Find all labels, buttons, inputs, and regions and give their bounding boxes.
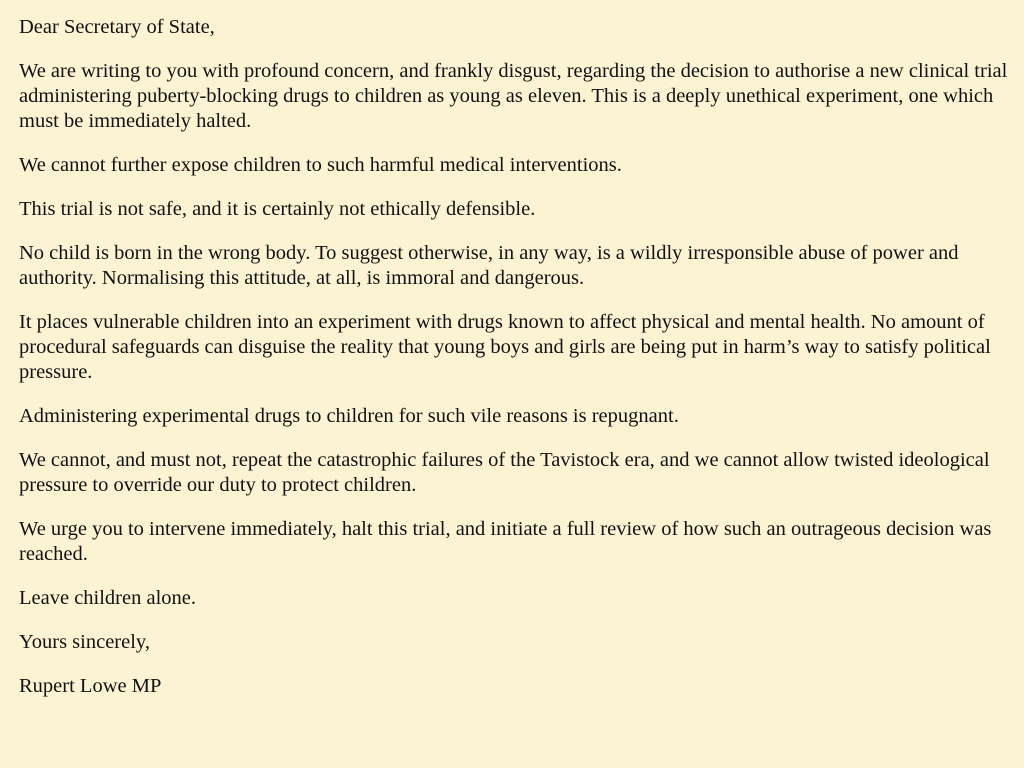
- paragraph-3: This trial is not safe, and it is certainly not ethically defensible.: [19, 198, 536, 220]
- paragraph-8: We urge you to intervene immediately, halt this trial, and initiate a full review of how such an outrageous decision was reached.: [19, 518, 992, 565]
- paragraph-5: It places vulnerable children into an experiment with drugs known to affect physical and mental health. No amount of procedural safeguards can disguise the reality that young boys and girls are being put in harm’s way to satisfy political pressure.: [19, 311, 991, 383]
- paragraph-9: Leave children alone.: [19, 587, 197, 609]
- salutation: Dear Secretary of State,: [19, 16, 215, 38]
- letter-body: [19, 15, 1009, 718]
- signature: Rupert Lowe MP: [19, 675, 162, 697]
- closing: Yours sincerely,: [19, 631, 150, 653]
- paragraph-6: Administering experimental drugs to children for such vile reasons is repugnant.: [19, 405, 679, 427]
- paragraph-1: We are writing to you with profound concern, and frankly disgust, regarding the decision to authorise a new clinical trial administering puberty-blocking drugs to children as young as eleven. This is a deeply unethical experiment, one which must be immediately halted.: [19, 60, 1008, 132]
- paragraph-7: We cannot, and must not, repeat the catastrophic failures of the Tavistock era, and we cannot allow twisted ideological pressure to override our duty to protect children.: [19, 449, 990, 496]
- paragraph-4: No child is born in the wrong body. To suggest otherwise, in any way, is a wildly irresponsible abuse of power and authority. Normalising this attitude, at all, is immoral and dangerous.: [19, 242, 959, 289]
- paragraph-2: We cannot further expose children to such harmful medical interventions.: [19, 154, 622, 176]
